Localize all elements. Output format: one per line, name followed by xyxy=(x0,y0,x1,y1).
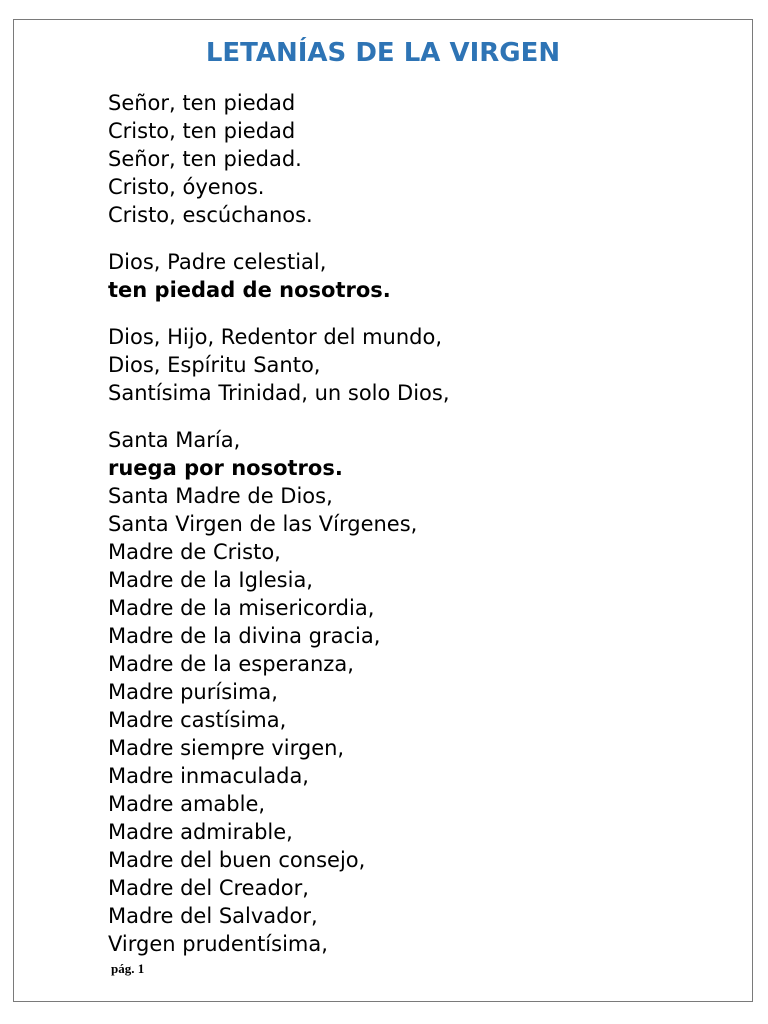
invocation-line: Madre inmaculada, xyxy=(108,764,309,788)
invocation-line: Madre siempre virgen, xyxy=(108,736,345,760)
litany-block xyxy=(108,89,450,229)
invocation-line: Santa Madre de Dios, xyxy=(108,484,333,508)
invocation-line: Madre purísima, xyxy=(108,680,278,704)
invocation-line: Madre de la Iglesia, xyxy=(108,568,313,592)
page-title: LETANÍAS DE LA VIRGEN xyxy=(205,38,561,68)
invocation-line: Virgen prudentísima, xyxy=(108,932,328,956)
invocation-line: Santísima Trinidad, un solo Dios, xyxy=(108,381,450,405)
invocation-line: Señor, ten piedad xyxy=(108,91,296,115)
response-line: ruega por nosotros. xyxy=(108,456,343,480)
invocation-line: Madre de la esperanza, xyxy=(108,652,354,676)
invocation-line: Madre del Creador, xyxy=(108,876,309,900)
invocation-line: Madre de Cristo, xyxy=(108,540,281,564)
invocation-line: Madre del Salvador, xyxy=(108,904,318,928)
response-line: ten piedad de nosotros. xyxy=(108,278,391,302)
invocation-line: Dios, Hijo, Redentor del mundo, xyxy=(108,325,443,349)
invocation-line: Santa María, xyxy=(108,428,241,452)
litany-block xyxy=(108,426,450,958)
page-number: pág. 1 xyxy=(111,961,145,976)
invocation-line: Dios, Espíritu Santo, xyxy=(108,353,321,377)
litany-block xyxy=(108,248,450,304)
invocation-line: Santa Virgen de las Vírgenes, xyxy=(108,512,418,536)
invocation-line: Madre del buen consejo, xyxy=(108,848,366,872)
invocation-line: Madre admirable, xyxy=(108,820,293,844)
invocation-line: Dios, Padre celestial, xyxy=(108,250,327,274)
invocation-line: Cristo, óyenos. xyxy=(108,175,265,199)
invocation-line: Madre de la misericordia, xyxy=(108,596,375,620)
invocation-line: Madre castísima, xyxy=(108,708,287,732)
invocation-line: Madre de la divina gracia, xyxy=(108,624,381,648)
invocation-line: Cristo, ten piedad xyxy=(108,119,296,143)
litany-block xyxy=(108,323,450,407)
invocation-line: Madre amable, xyxy=(108,792,266,816)
document-page xyxy=(13,19,753,1002)
invocation-line: Señor, ten piedad. xyxy=(108,147,302,171)
invocation-line: Cristo, escúchanos. xyxy=(108,203,313,227)
litany-content xyxy=(108,89,450,977)
